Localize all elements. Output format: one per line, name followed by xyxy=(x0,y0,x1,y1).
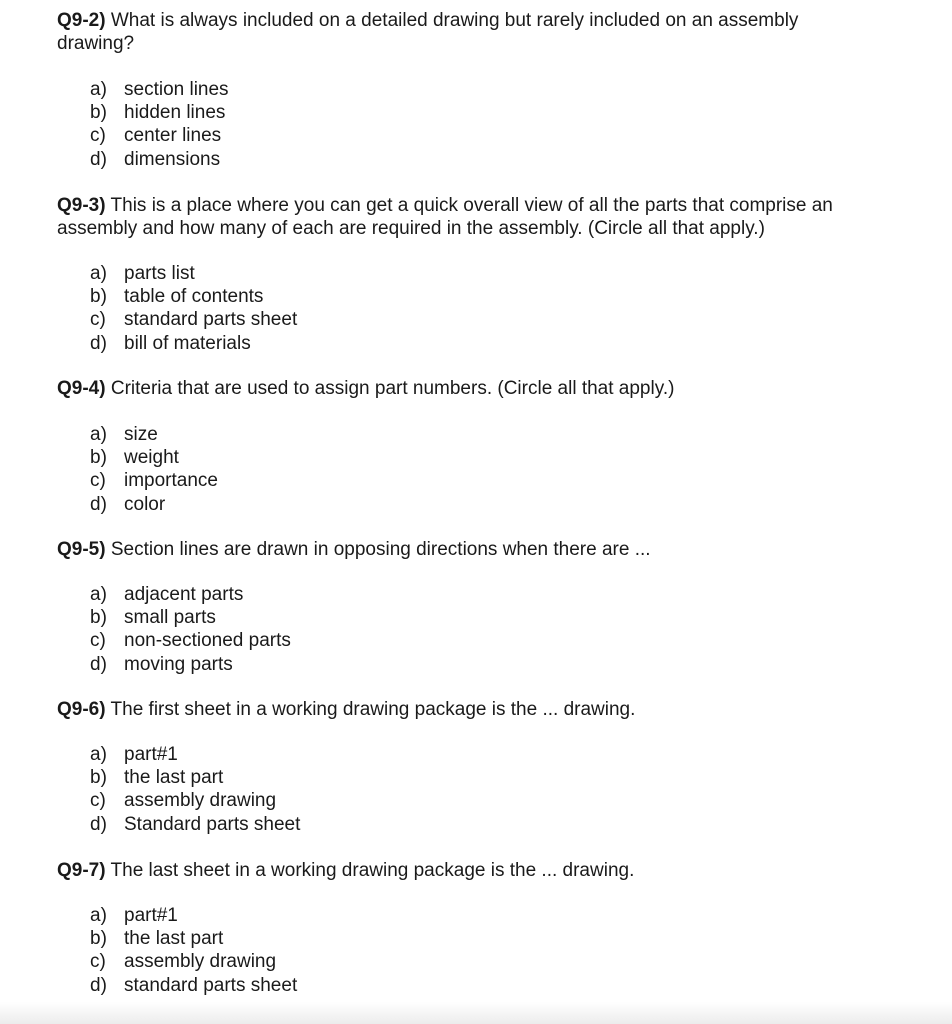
option-text: Standard parts sheet xyxy=(124,813,301,835)
option-letter: d) xyxy=(90,332,107,354)
question-number: Q9-7) xyxy=(57,860,106,881)
option-text: part#1 xyxy=(124,905,178,926)
option-d[interactable] xyxy=(90,493,910,516)
option-text: center lines xyxy=(124,125,222,147)
page-bottom-edge xyxy=(0,1002,952,1024)
question-q9-2 xyxy=(57,9,877,171)
option-text: the last part xyxy=(124,928,224,950)
option-a[interactable] xyxy=(90,743,910,766)
option-letter: b) xyxy=(90,447,107,469)
question-prompt: The last sheet in a working drawing package is the ... drawing. xyxy=(110,860,635,881)
option-letter: d) xyxy=(90,493,107,515)
question-number: Q9-4) xyxy=(57,378,106,399)
option-c[interactable] xyxy=(90,629,910,652)
question-q9-3 xyxy=(57,194,877,355)
question-number: Q9-2) xyxy=(57,10,106,31)
option-text: table of contents xyxy=(124,286,264,308)
question-text xyxy=(57,194,877,240)
option-b[interactable] xyxy=(90,101,910,124)
option-c[interactable] xyxy=(90,124,910,147)
question-text xyxy=(57,538,877,561)
option-text: standard parts sheet xyxy=(124,309,298,331)
question-text xyxy=(57,9,877,55)
question-q9-4 xyxy=(57,377,877,516)
option-letter: d) xyxy=(90,813,107,835)
question-text xyxy=(57,698,877,721)
option-text: color xyxy=(124,493,166,515)
question-prompt: This is a place where you can get a quick overall view of all the parts that comprise an assembly and how many of each are required in the assembly. (Circle all that apply.) xyxy=(57,195,833,239)
option-a[interactable] xyxy=(90,583,910,606)
option-letter: d) xyxy=(90,148,107,170)
option-b[interactable] xyxy=(90,446,910,469)
option-a[interactable] xyxy=(90,904,910,927)
answer-options xyxy=(90,262,910,355)
question-text xyxy=(57,859,877,882)
question-prompt: Criteria that are used to assign part numbers. (Circle all that apply.) xyxy=(110,378,675,399)
option-letter: b) xyxy=(90,928,107,950)
option-letter: c) xyxy=(90,470,106,492)
option-text: size xyxy=(124,424,158,445)
option-c[interactable] xyxy=(90,789,910,812)
option-text: bill of materials xyxy=(124,332,251,354)
option-b[interactable] xyxy=(90,606,910,629)
option-letter: c) xyxy=(90,951,106,973)
option-text: hidden lines xyxy=(124,102,226,124)
question-number: Q9-6) xyxy=(57,699,106,720)
option-letter: b) xyxy=(90,607,107,629)
option-letter: c) xyxy=(90,125,106,147)
option-text: standard parts sheet xyxy=(124,974,298,996)
option-text: adjacent parts xyxy=(124,584,244,605)
question-number: Q9-5) xyxy=(57,539,106,560)
option-letter: c) xyxy=(90,309,106,331)
option-text: parts list xyxy=(124,263,195,284)
option-text: the last part xyxy=(124,767,224,789)
option-letter: b) xyxy=(90,767,107,789)
option-letter: a) xyxy=(90,79,107,100)
option-letter: d) xyxy=(90,653,107,675)
question-q9-7 xyxy=(57,859,877,997)
option-letter: a) xyxy=(90,584,107,605)
option-text: moving parts xyxy=(124,653,233,675)
option-b[interactable] xyxy=(90,285,910,308)
question-number: Q9-3) xyxy=(57,195,106,216)
option-text: assembly drawing xyxy=(124,790,277,812)
option-letter: a) xyxy=(90,744,107,765)
question-prompt: Section lines are drawn in opposing directions when there are ... xyxy=(110,539,651,560)
option-c[interactable] xyxy=(90,469,910,492)
option-letter: c) xyxy=(90,790,106,812)
answer-options xyxy=(90,78,910,171)
option-text: part#1 xyxy=(124,744,178,765)
option-a[interactable] xyxy=(90,262,910,285)
option-d[interactable] xyxy=(90,813,910,836)
option-letter: a) xyxy=(90,905,107,926)
option-letter: b) xyxy=(90,102,107,124)
answer-options xyxy=(90,423,910,516)
option-text: assembly drawing xyxy=(124,951,277,973)
option-letter: a) xyxy=(90,424,107,445)
question-q9-5 xyxy=(57,538,877,676)
question-text xyxy=(57,377,877,400)
option-b[interactable] xyxy=(90,766,910,789)
question-prompt: What is always included on a detailed drawing but rarely included on an assembly drawing? xyxy=(57,10,799,54)
option-text: importance xyxy=(124,470,218,492)
answer-options xyxy=(90,743,910,836)
option-text: dimensions xyxy=(124,148,221,170)
option-letter: b) xyxy=(90,286,107,308)
question-prompt: The first sheet in a working drawing package is the ... drawing. xyxy=(110,699,636,720)
option-d[interactable] xyxy=(90,148,910,171)
option-letter: a) xyxy=(90,263,107,284)
option-letter: c) xyxy=(90,630,106,652)
option-c[interactable] xyxy=(90,950,910,973)
option-c[interactable] xyxy=(90,308,910,331)
option-d[interactable] xyxy=(90,332,910,355)
answer-options xyxy=(90,904,910,997)
option-a[interactable] xyxy=(90,423,910,446)
option-d[interactable] xyxy=(90,974,910,997)
option-a[interactable] xyxy=(90,78,910,101)
option-text: section lines xyxy=(124,79,229,100)
answer-options xyxy=(90,583,910,676)
option-d[interactable] xyxy=(90,653,910,676)
option-b[interactable] xyxy=(90,927,910,950)
option-text: non-sectioned parts xyxy=(124,630,291,652)
option-text: small parts xyxy=(124,607,216,629)
option-letter: d) xyxy=(90,974,107,996)
option-text: weight xyxy=(124,447,179,469)
question-q9-6 xyxy=(57,698,877,836)
